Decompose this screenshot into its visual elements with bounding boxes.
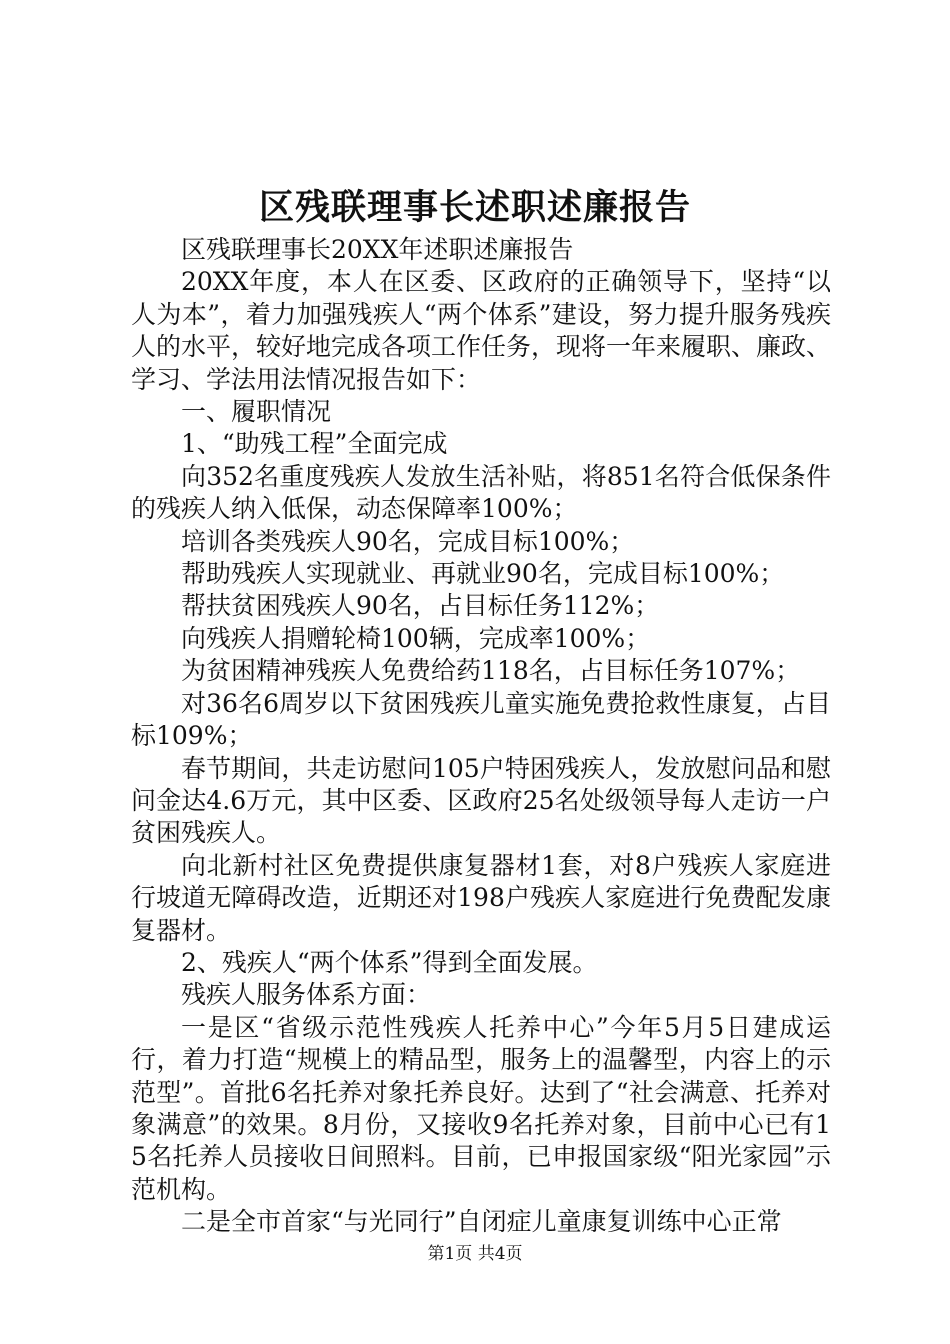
paragraph-employment: 帮助残疾人实现就业、再就业90名，完成目标100%； xyxy=(181,559,785,589)
document-title: 区残联理事长述职述廉报告 xyxy=(258,187,691,228)
subsection-heading-1: 1、“助残工程”全面完成 xyxy=(181,429,448,459)
paragraph-subsidy: 向352名重度残疾人发放生活补贴，将851名符合低保条件的残疾人纳入低保，动态保障率100%； xyxy=(131,461,831,524)
paragraph-equipment: 向北新村社区免费提供康复器材1套，对8户残疾人家庭进行坡道无障碍改造，近期还对198户残疾人家庭进行免费配发康复器材。 xyxy=(131,850,831,945)
paragraph-service-system: 残疾人服务体系方面： xyxy=(181,980,432,1010)
paragraph-autism-center: 二是全市首家“与光同行”自闭症儿童康复训练中心正常 xyxy=(181,1207,782,1237)
document-body xyxy=(131,234,831,1239)
paragraph-wheelchairs: 向残疾人捐赠轮椅100辆，完成率100%； xyxy=(181,623,651,653)
paragraph-child-rehab: 对36名6周岁以下贫困残疾儿童实施免费抢救性康复，占目标109%； xyxy=(131,688,831,751)
paragraph-training: 培训各类残疾人90名，完成目标100%； xyxy=(181,526,635,556)
section-heading-performance: 一、履职情况 xyxy=(181,397,332,427)
subsection-heading-2: 2、残疾人“两个体系”得到全面发展。 xyxy=(181,947,598,977)
paragraph-spring-festival: 春节期间，共走访慰问105户特困残疾人，发放慰问品和慰问金达4.6万元，其中区委、区政府25名处级领导每人走访一户贫困残疾人。 xyxy=(131,753,831,848)
paragraph-poverty-aid: 帮扶贫困残疾人90名，占目标任务112%； xyxy=(181,591,660,621)
paragraph-medication: 为贫困精神残疾人免费给药118名，占目标任务107%； xyxy=(181,656,801,686)
page-footer: 第1页 共4页 xyxy=(427,1244,523,1264)
paragraph-heading-line: 区残联理事长20XX年述职述廉报告 xyxy=(181,235,574,264)
paragraph-intro: 20XX年度，本人在区委、区政府的正确领导下，坚持“以人为本”，着力加强残疾人“两个体系”建设，努力提升服务残疾人的水平，较好地完成各项工作任务，现将一年来履职、廉政、学习、学法用法情况报告如下： xyxy=(131,267,832,394)
paragraph-care-center: 一是区“省级示范性残疾人托养中心”今年5月5日建成运行，着力打造“规模上的精品型，服务上的温馨型，内容上的示范型”。首批6名托养对象托养良好。达到了“社会满意、托养对象满意”的效果。8月份，又接收9名托养对象，目前中心已有15名托养人员接收日间照料。目前，已申报国家级“阳光家园”示范机构。 xyxy=(131,1012,831,1204)
